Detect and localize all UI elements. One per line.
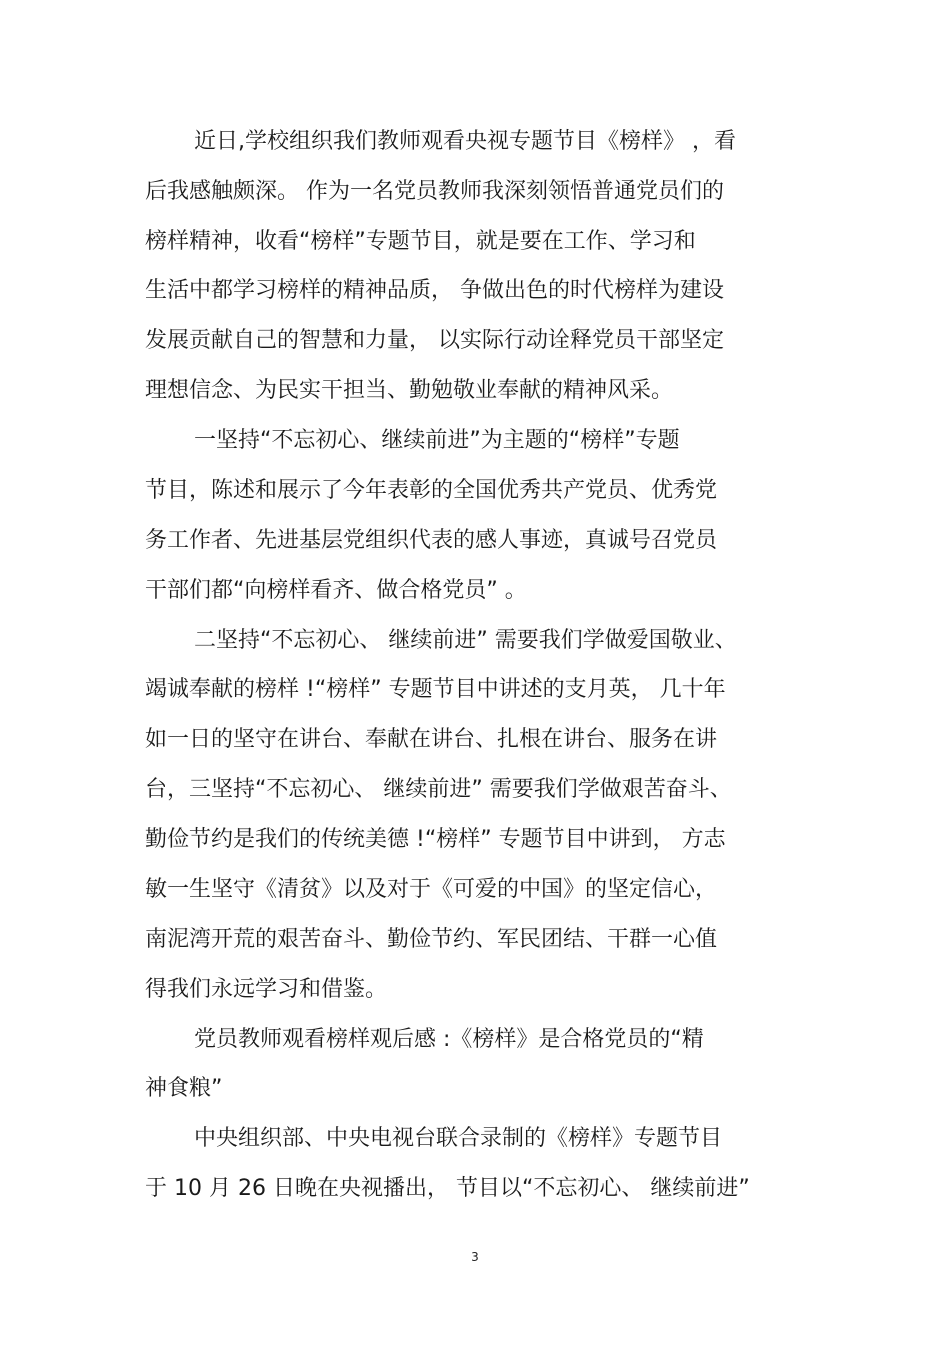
text-line: 务工作者、先进基层党组织代表的感人事迹，真诚号召党员 bbox=[145, 528, 718, 553]
text-line: 如一日的坚守在讲台、奉献在讲台、扎根在讲台、服务在讲 bbox=[145, 727, 718, 752]
text-line: 榜样精神，收看“榜样”专题节目，就是要在工作、学习和 bbox=[145, 229, 696, 254]
text-line: 一坚持“不忘初心、继续前进”为主题的“榜样”专题 bbox=[194, 428, 680, 453]
text-line: 后我感触颇深。 作为一名党员教师我深刻领悟普通党员们的 bbox=[145, 179, 724, 204]
text-line: 党员教师观看榜样观后感 :《榜样》是合格党员的“精 bbox=[194, 1027, 704, 1052]
text-line: 勤俭节约是我们的传统美德 !“榜样” 专题节目中讲到， 方志 bbox=[145, 827, 726, 852]
text-line: 理想信念、为民实干担当、勤勉敬业奉献的精神风采。 bbox=[145, 378, 674, 403]
text-line: 台，三坚持“不忘初心、 继续前进” 需要我们学做艰苦奋斗、 bbox=[145, 777, 732, 802]
text-line: 神食粮” bbox=[145, 1076, 223, 1101]
text-line: 发展贡献自己的智慧和力量， 以实际行动诠释党员干部坚定 bbox=[145, 328, 724, 353]
text-line: 近日,学校组织我们教师观看央视专题节目《榜样》 ，看 bbox=[194, 129, 736, 154]
text-line: 敏一生坚守《清贫》以及对于《可爱的中国》的坚定信心， bbox=[145, 877, 718, 902]
text-line: 生活中都学习榜样的精神品质， 争做出色的时代榜样为建设 bbox=[145, 278, 724, 303]
page-number: 3 bbox=[471, 1250, 479, 1264]
text-line: 南泥湾开荒的艰苦奋斗、勤俭节约、军民团结、干群一心值 bbox=[145, 927, 718, 952]
text-line: 干部们都“向榜样看齐、做合格党员” 。 bbox=[145, 578, 527, 603]
text-line: 节目，陈述和展示了今年表彰的全国优秀共产党员、优秀党 bbox=[145, 478, 718, 503]
text-line: 竭诚奉献的榜样 !“榜样” 专题节目中讲述的支月英， 几十年 bbox=[145, 677, 726, 702]
text-line: 于 10 月 26 日晚在央视播出， 节目以“不忘初心、 继续前进” bbox=[145, 1176, 750, 1201]
text-line: 中央组织部、中央电视台联合录制的《榜样》专题节目 bbox=[194, 1126, 723, 1151]
text-line: 得我们永远学习和借鉴。 bbox=[145, 977, 388, 1002]
text-line: 二坚持“不忘初心、 继续前进” 需要我们学做爱国敬业、 bbox=[194, 628, 737, 653]
